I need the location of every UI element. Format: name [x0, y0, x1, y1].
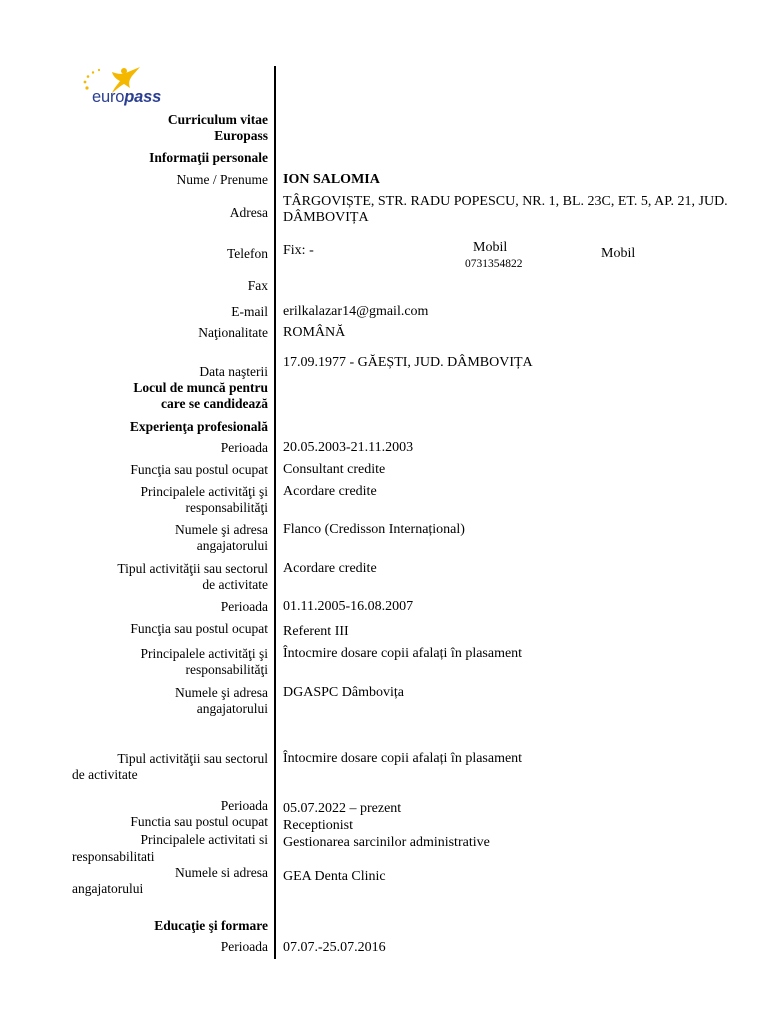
exp2-sector-label-line2: de activitate: [72, 767, 138, 782]
logo-text-pass: pass: [124, 88, 162, 106]
exp1-period: 20.05.2003-21.11.2003: [283, 440, 414, 455]
job-target-label-line1: Locul de muncă pentru: [133, 380, 268, 395]
phone-mobil-number: 0731354822: [465, 258, 523, 270]
exp2-sector-label: [72, 751, 268, 783]
europass-logo: [78, 66, 170, 112]
exp2-position-label: Funcţia sau postul ocupat: [130, 621, 268, 636]
exp1-activities-label-line1: Principalele activităţi şi: [140, 484, 268, 499]
edu-period-label: Perioada: [220, 939, 268, 954]
phone-label: Telefon: [226, 246, 268, 261]
section-personal-info: Informaţii personale: [149, 150, 268, 165]
phone-mobil-label: Mobil: [473, 240, 508, 255]
exp3-position: Receptionist: [283, 818, 353, 833]
exp3-employer-label-line2: angajatorului: [72, 881, 144, 896]
exp3-period: 05.07.2022 – prezent: [283, 801, 402, 816]
exp3-period-label: Perioada: [220, 798, 268, 813]
name-label: Nume / Prenume: [176, 172, 268, 187]
exp2-employer: DGASPC Dâmbovița: [283, 685, 404, 700]
exp2-period-label: Perioada: [220, 599, 268, 614]
fax-label: Fax: [247, 278, 268, 293]
exp2-activities-label-line2: responsabilităţi: [185, 662, 268, 677]
exp2-sector-label-line1: Tipul activităţii sau sectorul: [117, 751, 268, 766]
phone-fix: Fix: -: [283, 243, 314, 258]
cv-title-line2: Europass: [214, 128, 268, 143]
birth-label: Data naşterii: [199, 364, 268, 379]
exp3-activities-label-line2: responsabilitati: [72, 849, 155, 864]
exp3-activities: Gestionarea sarcinilor administrative: [283, 835, 490, 850]
exp3-activities-label-line1: Principalele activitati si: [140, 832, 268, 847]
exp2-employer-label-line2: angajatorului: [196, 701, 268, 716]
edu-period: 07.07.-25.07.2016: [283, 940, 386, 955]
phone-mobil-label-2: Mobil: [601, 246, 636, 261]
column-divider: [274, 66, 276, 959]
section-experience: Experienţa profesională: [129, 419, 268, 434]
section-education: Educaţie şi formare: [154, 918, 268, 933]
exp2-employer-label-line1: Numele şi adresa: [175, 685, 268, 700]
exp2-period: 01.11.2005-16.08.2007: [283, 599, 414, 614]
cv-title-line1: Curriculum vitae: [167, 112, 268, 127]
email-value[interactable]: erilkalazar14@gmail.com: [283, 304, 429, 319]
exp1-sector-label-line2: de activitate: [202, 577, 268, 592]
exp1-employer-label-line1: Numele şi adresa: [175, 522, 268, 537]
exp1-position: Consultant credite: [283, 462, 386, 477]
exp2-sector: Întocmire dosare copii afalați în plasament: [283, 751, 523, 766]
name-value: ION SALOMIA: [283, 172, 380, 187]
exp1-sector-label-line1: Tipul activităţii sau sectorul: [117, 561, 268, 576]
exp3-position-label: Functia sau postul ocupat: [130, 814, 268, 829]
address-value: TÂRGOVIȘTE, STR. RADU POPESCU, NR. 1, BL. 23C, ET. 5, AP. 21, JUD. DÂMBOVIȚA: [283, 194, 728, 225]
exp2-activities: Întocmire dosare copii afalați în plasament: [283, 646, 523, 661]
logo-text-euro: euro: [92, 88, 125, 106]
exp1-activities: Acordare credite: [283, 484, 377, 499]
exp1-period-label: Perioada: [220, 440, 268, 455]
birth-value: 17.09.1977 - GĂEȘTI, JUD. DÂMBOVIȚA: [283, 355, 533, 370]
exp1-employer: Flanco (Credisson Internațional): [283, 522, 465, 537]
job-target-label-line2: care se candidează: [161, 396, 268, 411]
email-label: E-mail: [231, 304, 268, 319]
exp1-activities-label-line2: responsabilităţi: [185, 500, 268, 515]
exp2-position: Referent III: [283, 624, 349, 639]
exp1-sector: Acordare credite: [283, 561, 377, 576]
nationality-label: Naţionalitate: [198, 325, 268, 340]
exp2-activities-label-line1: Principalele activităţi şi: [140, 646, 268, 661]
exp3-employer: GEA Denta Clinic: [283, 869, 386, 884]
nationality-value: ROMÂNĂ: [283, 325, 346, 340]
exp3-employer-label-line1: Numele si adresa: [175, 865, 268, 880]
address-label: Adresa: [229, 205, 268, 220]
exp1-employer-label-line2: angajatorului: [196, 538, 268, 553]
exp1-position-label: Funcţia sau postul ocupat: [130, 462, 268, 477]
